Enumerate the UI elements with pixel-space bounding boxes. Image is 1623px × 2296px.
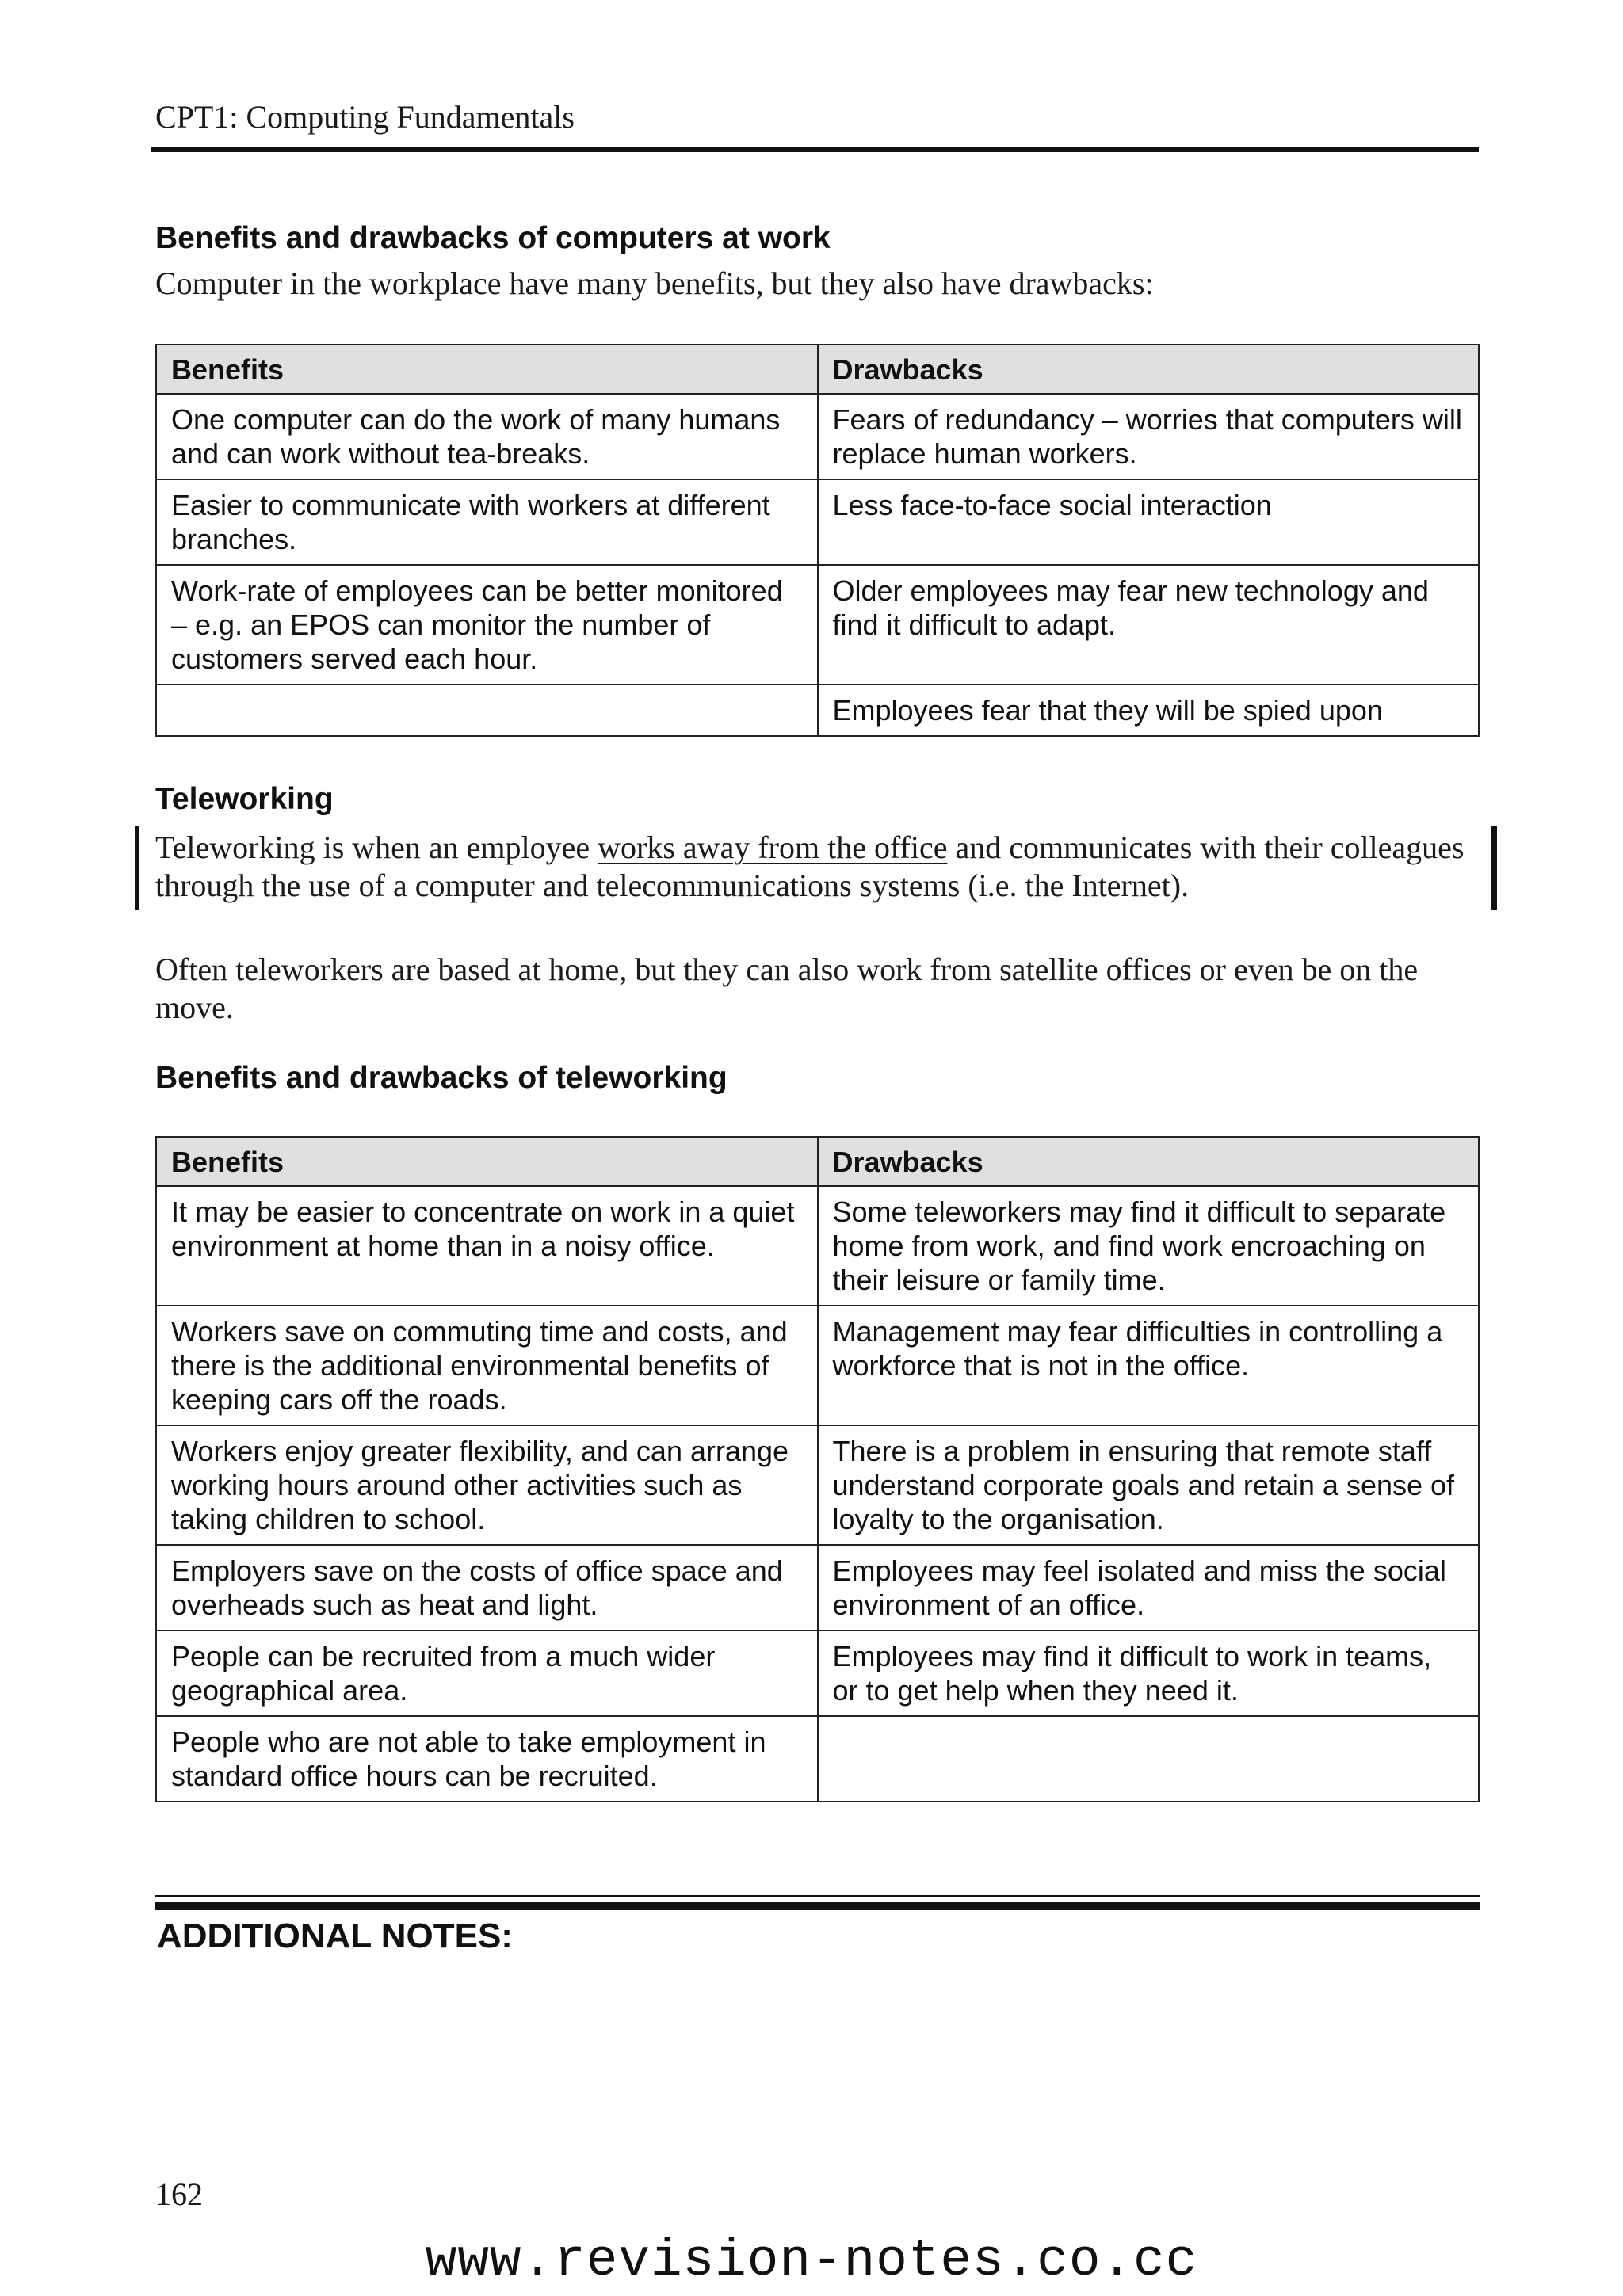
drawback-cell: Some teleworkers may find it difficult to separate home from work, and find work encroaching on their leisure or family time. bbox=[818, 1186, 1480, 1306]
drawback-cell: Employees may feel isolated and miss the social environment of an office. bbox=[818, 1545, 1480, 1630]
section-intro: Computer in the workplace have many benefits, but they also have drawbacks: bbox=[155, 265, 1154, 301]
additional-notes-heading: ADDITIONAL NOTES: bbox=[157, 1917, 513, 1955]
table-row bbox=[156, 1545, 1479, 1630]
section-heading-computers-at-work: Benefits and drawbacks of computers at work bbox=[155, 221, 831, 255]
teleworking-paragraph: Often teleworkers are based at home, but they can also work from satellite offices or even be on the move. bbox=[155, 952, 1419, 1025]
computers-at-work-table bbox=[155, 344, 1480, 737]
benefit-cell: One computer can do the work of many humans and can work without tea-breaks. bbox=[156, 394, 818, 479]
drawback-cell: Fears of redundancy – worries that computers will replace human workers. bbox=[818, 394, 1480, 479]
benefit-cell bbox=[156, 685, 818, 736]
table-row bbox=[156, 565, 1479, 685]
notes-divider-thin bbox=[155, 1895, 1480, 1897]
table-row bbox=[156, 479, 1479, 565]
benefit-cell: Workers enjoy greater flexibility, and can arrange working hours around other activities such as taking children to school. bbox=[156, 1425, 818, 1545]
drawback-cell: There is a problem in ensuring that remote staff understand corporate goals and retain a sense of loyalty to the organisation. bbox=[818, 1425, 1480, 1545]
section-heading-teleworking-benefits: Benefits and drawbacks of teleworking bbox=[155, 1061, 727, 1095]
table-row bbox=[156, 685, 1479, 736]
section-heading-teleworking: Teleworking bbox=[155, 782, 334, 816]
table-header-cell: Benefits bbox=[156, 345, 818, 394]
change-bar-left bbox=[135, 826, 139, 910]
footer-watermark-url: www.revision-notes.co.cc bbox=[425, 2231, 1198, 2290]
drawback-cell: Management may fear difficulties in controlling a workforce that is not in the office. bbox=[818, 1306, 1480, 1425]
change-bar-right bbox=[1491, 826, 1497, 910]
table-header-row bbox=[156, 1137, 1479, 1186]
table-row bbox=[156, 1306, 1479, 1425]
benefit-cell: Employers save on the costs of office space and overheads such as heat and light. bbox=[156, 1545, 818, 1630]
benefit-cell: People can be recruited from a much wider geographical area. bbox=[156, 1630, 818, 1716]
drawback-cell: Employees may find it difficult to work in teams, or to get help when they need it. bbox=[818, 1630, 1480, 1716]
table-row bbox=[156, 1425, 1479, 1545]
table-header-cell: Drawbacks bbox=[818, 1137, 1480, 1186]
table-header-cell: Drawbacks bbox=[818, 345, 1480, 394]
table-header-row bbox=[156, 345, 1479, 394]
benefit-cell: Easier to communicate with workers at different branches. bbox=[156, 479, 818, 565]
table-row bbox=[156, 394, 1479, 479]
header-rule bbox=[151, 147, 1479, 152]
table-row bbox=[156, 1186, 1479, 1306]
benefit-cell: Workers save on commuting time and costs, and there is the additional environmental benefits of keeping cars off the roads. bbox=[156, 1306, 818, 1425]
definition-text: Teleworking is when an employee bbox=[155, 830, 598, 865]
drawback-cell bbox=[818, 1716, 1480, 1802]
notes-divider-thick bbox=[155, 1902, 1480, 1910]
teleworking-table bbox=[155, 1136, 1480, 1802]
table-row bbox=[156, 1630, 1479, 1716]
benefit-cell: People who are not able to take employment in standard office hours can be recruited. bbox=[156, 1716, 818, 1802]
definition-text: and communicates with their colleagues through the use of a computer and telecommunications systems (i.e. the Internet). bbox=[155, 830, 1465, 903]
drawback-cell: Older employees may fear new technology and find it difficult to adapt. bbox=[818, 565, 1480, 685]
page-number: 162 bbox=[155, 2176, 203, 2212]
drawback-cell: Less face-to-face social interaction bbox=[818, 479, 1480, 565]
benefit-cell: Work-rate of employees can be better monitored – e.g. an EPOS can monitor the number of customers served each hour. bbox=[156, 565, 818, 685]
definition-underlined-text: works away from the office bbox=[598, 830, 948, 865]
benefit-cell: It may be easier to concentrate on work in a quiet environment at home than in a noisy office. bbox=[156, 1186, 818, 1306]
table-header-cell: Benefits bbox=[156, 1137, 818, 1186]
running-header: CPT1: Computing Fundamentals bbox=[155, 99, 575, 135]
table-row bbox=[156, 1716, 1479, 1802]
teleworking-definition bbox=[155, 829, 1487, 905]
drawback-cell: Employees fear that they will be spied upon bbox=[818, 685, 1480, 736]
